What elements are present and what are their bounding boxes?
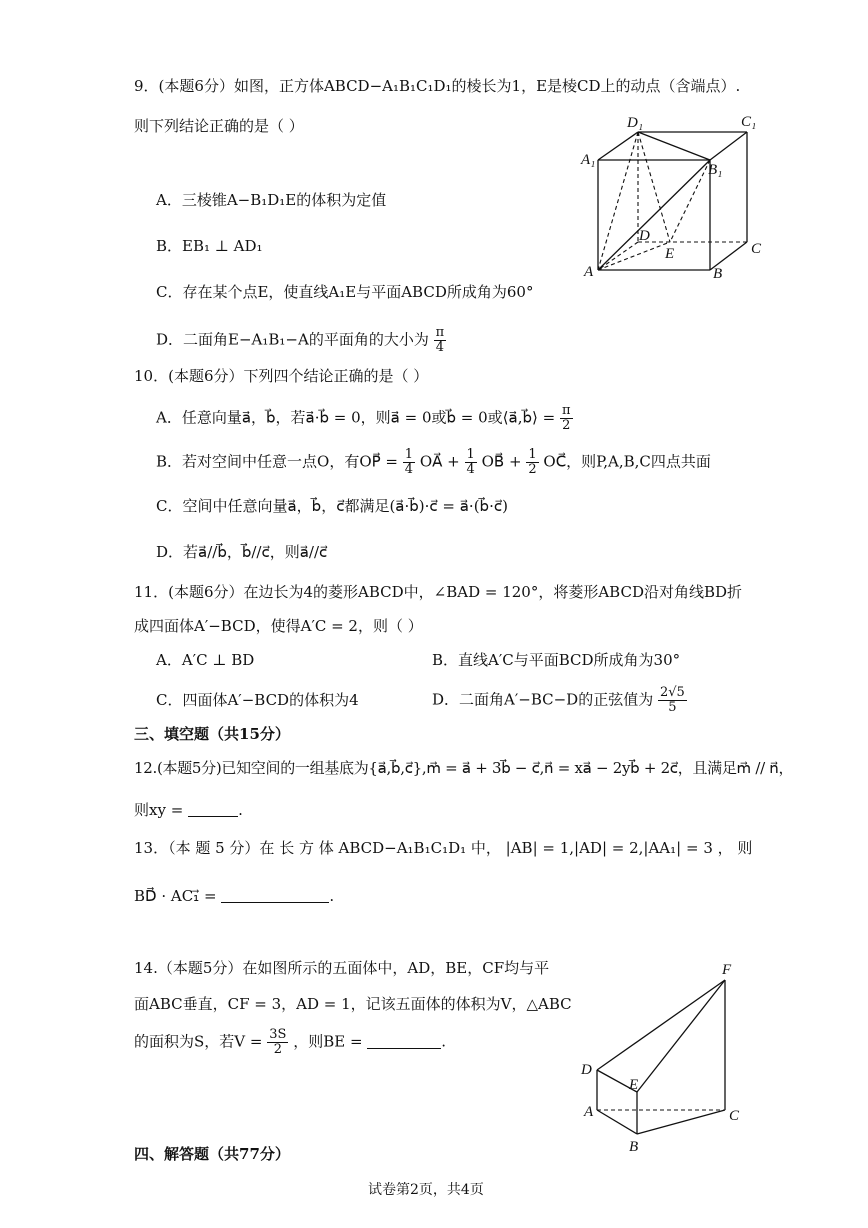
label-b: B <box>629 1139 639 1155</box>
q11-option-c: C．四面体A′−BCD的体积为4 <box>156 691 359 709</box>
q11-stem: 11．(本题6分）在边长为4的菱形ABCD中，∠BAD = 120°，将菱形ABCD沿对角线BD折 <box>134 583 743 601</box>
q13-answer-prefix: BD⃗ · AC₁⃗ = <box>134 887 217 905</box>
label-c: C <box>751 241 762 257</box>
fraction-numerator: 1 <box>466 447 475 462</box>
q9-option-b: B．EB₁ ⊥ AD₁ <box>156 237 263 255</box>
q11-option-d-text: D．二面角A′−BC−D的正弦值为 <box>432 690 654 709</box>
fraction-1-2 <box>526 448 538 477</box>
q14-stem-3: 的面积为S，若V = $\frac{3S}{2}$ ，则BE = . <box>134 1027 447 1057</box>
q13-answer-blank[interactable] <box>221 888 329 903</box>
fraction-2sqrt5-5 <box>658 686 687 715</box>
q14-stem: 14.（本题5分）在如图所示的五面体中，AD，BE，CF均与平 <box>134 959 550 977</box>
q10-option-c: C．空间中任意向量a⃗，b⃗，c⃗都满足(a⃗·b⃗)·c⃗ = a⃗·(b⃗·c⃗) <box>156 497 508 515</box>
fraction-numerator: π <box>435 325 445 340</box>
label-e: E <box>629 1077 639 1093</box>
q12-answer-blank[interactable] <box>188 802 238 817</box>
q10-option-b-text-4: OC⃗，则P,A,B,C四点共面 <box>543 452 711 471</box>
q14-text-2: ，则BE = <box>293 1032 363 1051</box>
label-f: F <box>722 962 732 978</box>
q10-option-b-text-3: OB⃗ + <box>481 452 522 471</box>
q11-stem-2: 成四面体A′−BCD，使得A′C = 2，则（ ） <box>134 617 423 635</box>
page-footer: 试卷第2页，共4页 <box>368 1182 484 1198</box>
q9-stem: 9．(本题6分）如图，正方体ABCD−A₁B₁C₁D₁的棱长为1，E是棱CD上的动点（含端点）. <box>134 77 741 95</box>
fraction-denominator: 4 <box>435 340 445 355</box>
label-d: D <box>581 1062 592 1078</box>
q13-answer-line: BD⃗ · AC₁⃗ = . <box>134 887 335 905</box>
fraction-denominator: 2 <box>528 462 537 477</box>
fraction-denominator: 5 <box>668 700 677 715</box>
q14-stem-2: 面ABC垂直，CF = 3，AD = 1，记该五面体的体积为V，△ABC <box>134 995 572 1013</box>
fraction-numerator: 1 <box>404 447 414 462</box>
q11-option-a: A．A′C ⊥ BD <box>156 651 255 669</box>
q12-stem: 12.(本题5分)已知空间的一组基底为{a⃗,b⃗,c⃗},m⃗ = a⃗ + 3b⃗ − c⃗,n⃗ = xa⃗ − 2yb⃗ + 2c⃗，且满足m⃗ // n⃗， <box>134 759 794 777</box>
label-a1: A₁ <box>581 152 596 168</box>
q10-option-b-text-2: OA⃗ + <box>419 452 460 471</box>
label-c: C <box>729 1108 740 1124</box>
q11-option-b: B．直线A′C与平面BCD所成角为30° <box>432 651 681 669</box>
label-c1: C₁ <box>741 114 757 130</box>
section-4-title: 四、解答题（共77分） <box>134 1145 290 1163</box>
label-e: E <box>665 246 675 262</box>
section-3-title: 三、填空题（共15分） <box>134 725 290 743</box>
fraction-1-4-b <box>465 448 477 477</box>
q10-stem: 10．(本题6分）下列四个结论正确的是（ ） <box>134 367 429 385</box>
q10-option-b-text-1: B．若对空间中任意一点O，有OP⃗ = <box>156 452 399 471</box>
q10-option-a-text: A．任意向量a⃗，b⃗，若a⃗·b⃗ = 0，则a⃗ = 0或b⃗ = 0或⟨a⃗,b⃗⟩ = <box>156 408 556 427</box>
q10-option-b <box>156 448 711 477</box>
q14-text-1: 的面积为S，若V = <box>134 1032 263 1051</box>
fraction-numerator: 1 <box>528 447 537 462</box>
fraction-numerator: π <box>562 403 571 418</box>
fraction-3s-2 <box>267 1028 288 1057</box>
q9-option-c: C．存在某个点E，使直线A₁E与平面ABCD所成角为60° <box>156 283 534 301</box>
pi-over-4-fraction <box>434 326 447 355</box>
label-d1: D₁ <box>627 115 644 131</box>
label-b1: B₁ <box>708 162 723 178</box>
q9-option-a: A．三棱锥A−B₁D₁E的体积为定值 <box>156 191 387 209</box>
q10-option-a <box>156 404 573 433</box>
q13-stem: 13．（本 题 5 分）在 长 方 体 ABCD−A₁B₁C₁D₁ 中， |AB| = 1,|AD| = 2,|AA₁| = 3 ， 则 <box>134 839 753 857</box>
q14-answer-blank[interactable] <box>367 1034 441 1049</box>
cube-figure <box>575 110 775 290</box>
fraction-denominator: 2 <box>562 418 571 433</box>
fraction-numerator: 2√5 <box>660 685 685 700</box>
q9-option-d-text: D．二面角E−A₁B₁−A的平面角的大小为 <box>156 330 429 349</box>
fraction-denominator: 4 <box>404 462 414 477</box>
q10-option-d: D．若a⃗//b⃗，b⃗//c⃗，则a⃗//c⃗ <box>156 543 328 561</box>
q12-answer-line: 则xy = . <box>134 801 243 819</box>
label-d: D <box>639 228 650 244</box>
q9-stem-2: 则下列结论正确的是（ ） <box>134 117 304 135</box>
q11-option-d <box>432 686 687 715</box>
pi-over-2-fraction <box>560 404 573 433</box>
fraction-1-4-a <box>403 448 415 477</box>
q12-answer-prefix: 则xy = <box>134 801 184 819</box>
q9-option-d <box>156 326 446 355</box>
fraction-numerator: 3S <box>269 1027 287 1042</box>
fraction-denominator: 4 <box>466 462 475 477</box>
pentahedron-figure <box>575 958 755 1158</box>
label-a: A <box>584 264 594 280</box>
fraction-denominator: 2 <box>273 1042 282 1057</box>
label-a: A <box>584 1104 594 1120</box>
label-b: B <box>713 266 723 282</box>
